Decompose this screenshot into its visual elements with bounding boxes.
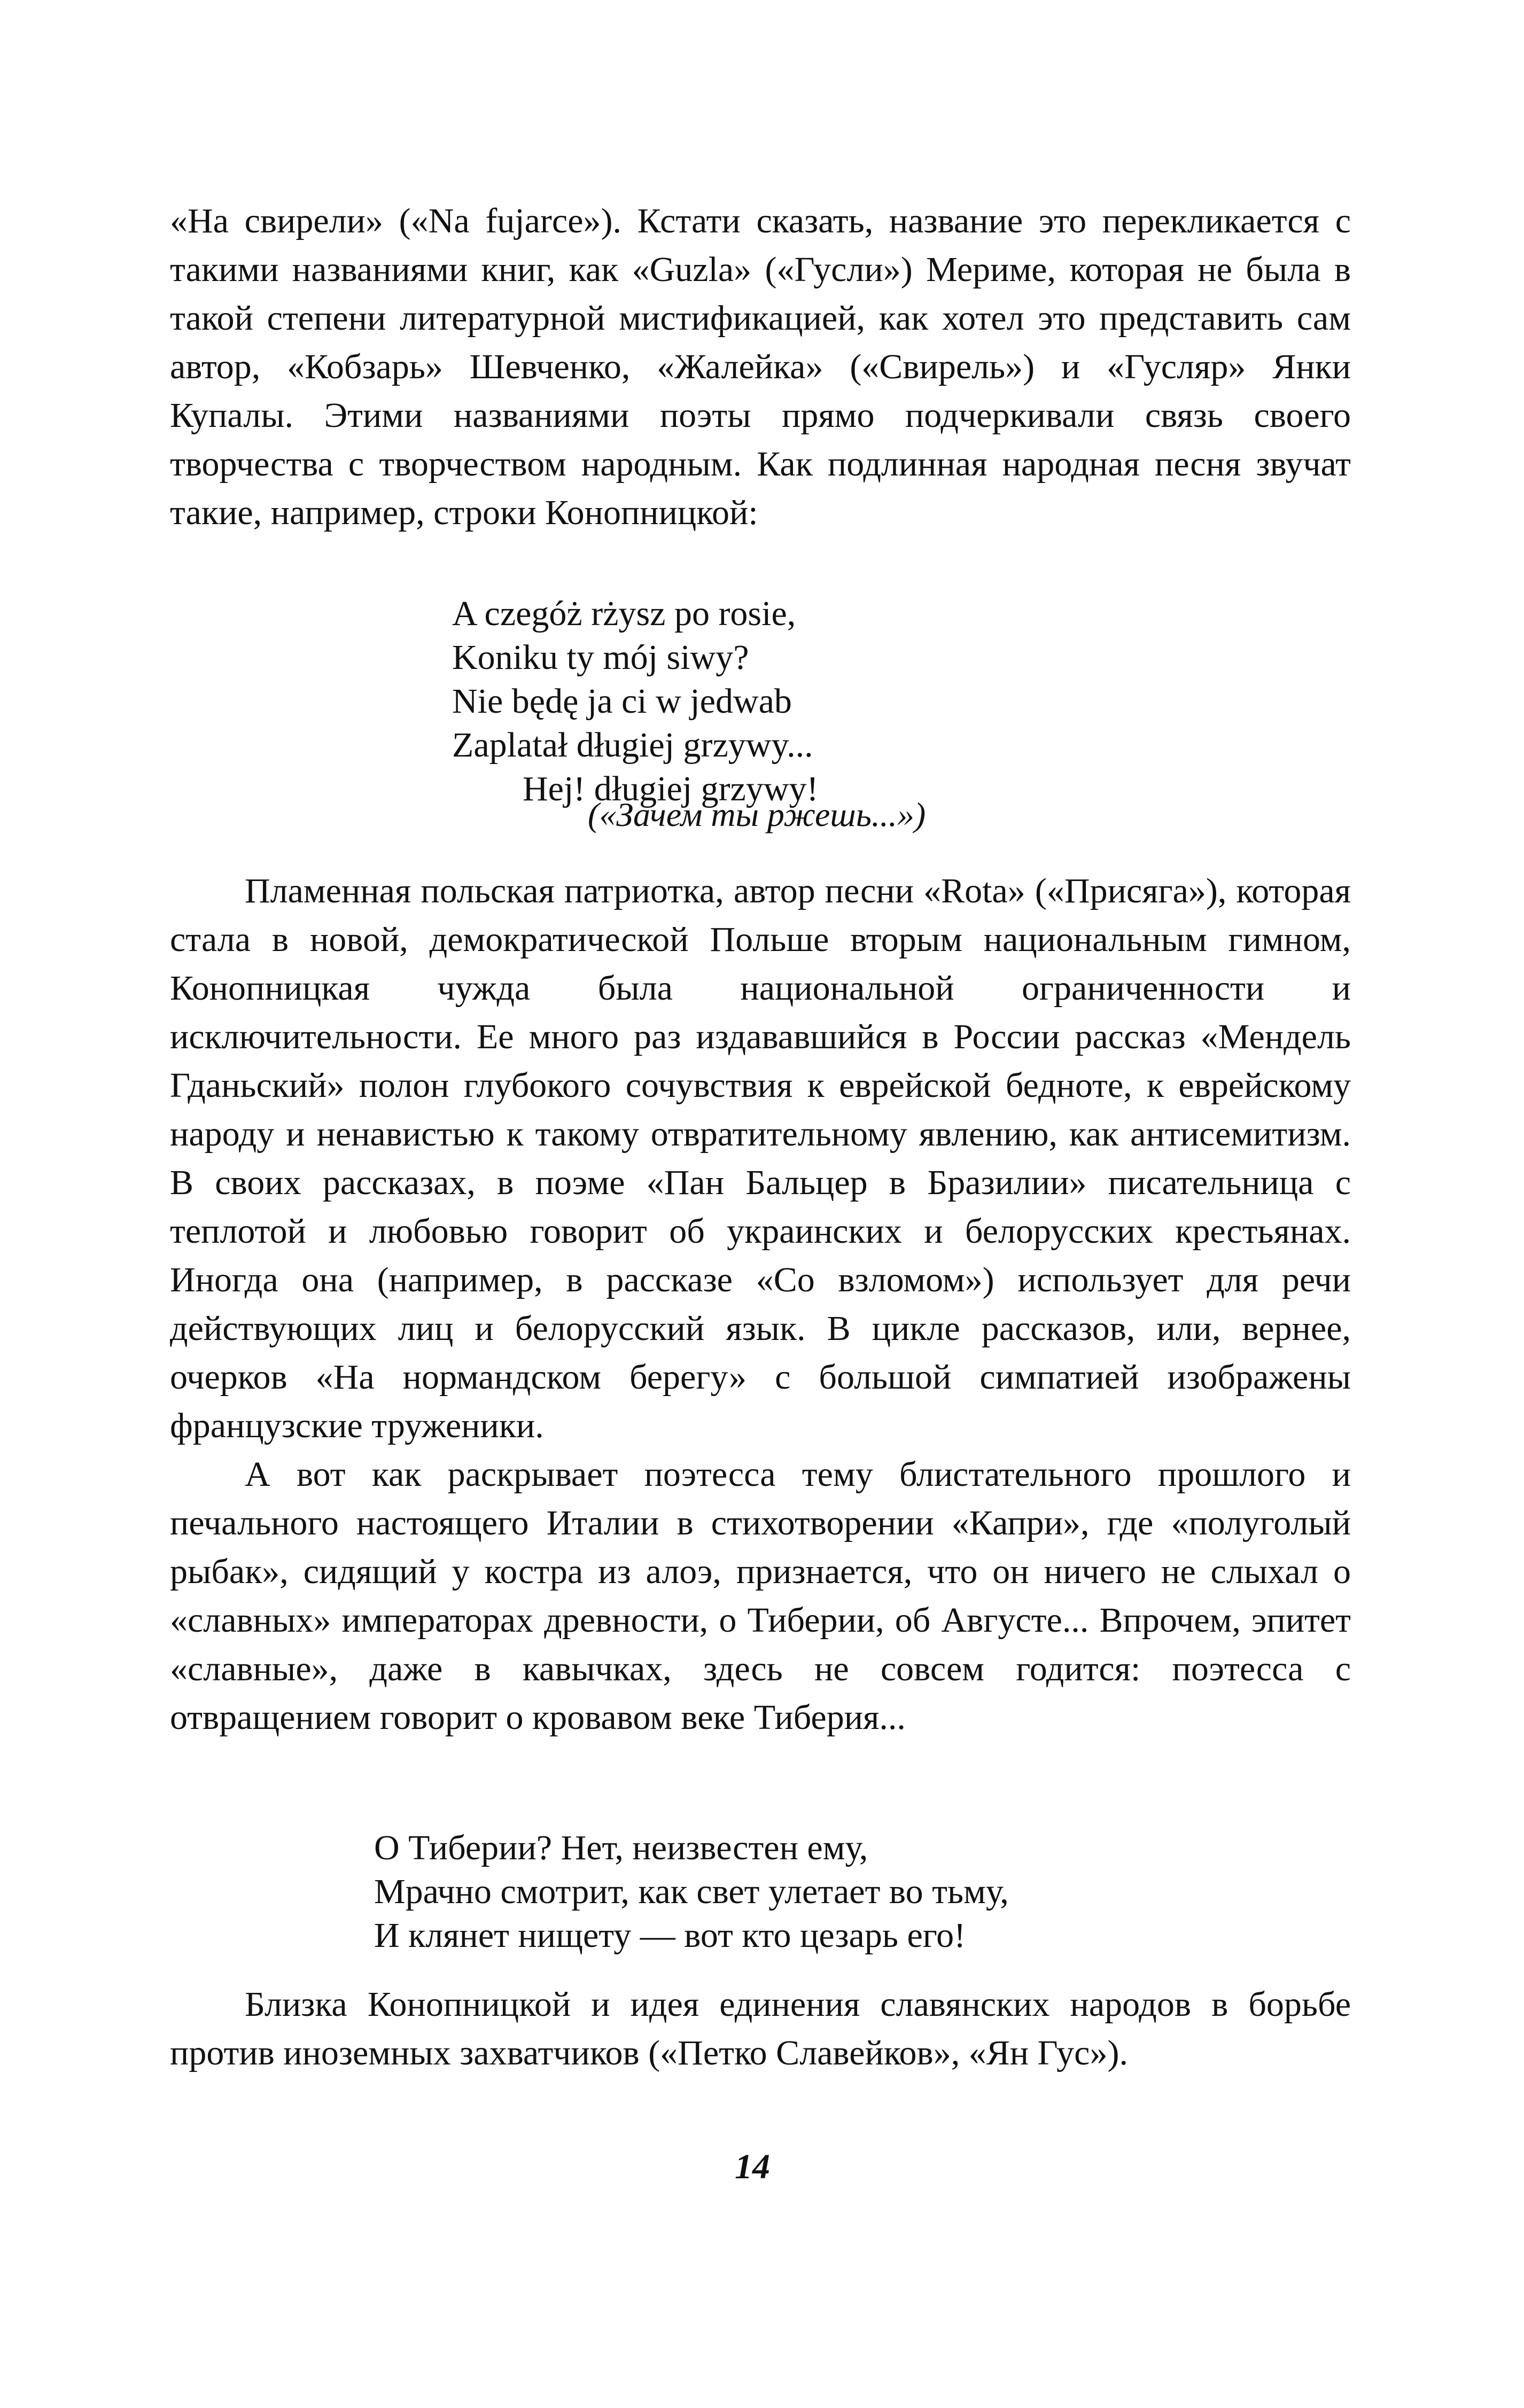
verse-line: И клянет нищету — вот кто цезарь его!	[374, 1916, 966, 1955]
verse-line: Мрачно смотрит, как свет улетает во тьму,	[374, 1872, 1009, 1911]
middle-paragraphs-block	[170, 867, 1351, 1742]
paragraph-capri: А вот как раскрывает поэтесса тему блистательного прошлого и печального настоящего Италии в стихотворении «Капри», где «полуголый рыбак», сидящий у костра из алоэ, признается, что он ничего не слыхал о «славных» императорах древности, о Тиберии, об Августе... Впрочем, эпитет «славные», даже в кавычках, здесь не совсем годится: поэтесса с отвращением говорит о кровавом веке Тиберия...	[170, 1455, 1351, 1737]
verse-line: Koniku ty mój siwy?	[452, 638, 749, 677]
verse-line: Zaplatał długiej grzywy...	[452, 726, 813, 765]
polish-verse	[452, 592, 819, 811]
verse-caption: («Зачем ты ржешь...»)	[588, 796, 926, 833]
paragraph-rota: Пламенная польская патриотка, автор песни «Rota» («Присяга»), которая стала в новой, демократической Польше вторым национальным гимном, Конопницкая чужда была национальной ограниченности и исключительности. Ее много раз издававшийся в России рассказ «Мендель Гданьский» полон глубокого сочувствия к еврейской бедноте, к еврейскому народу и ненавистью к такому отвратительному явлению, как антисемитизм. В своих рассказах, в поэме «Пан Бальцер в Бразилии» писательница с теплотой и любовью говорит об украинских и белорусских крестьянах. Иногда она (например, в рассказе «Со взломом») использует для речи действующих лиц и белорусский язык. В цикле рассказов, или, вернее, очерков «На нормандском берегу» с большой симпатией изображены французские труженики.	[170, 871, 1351, 1445]
opening-paragraph-block	[170, 197, 1351, 537]
tiberius-verse	[374, 1826, 1009, 1958]
verse-line: Hej! długiej grzywy!	[523, 769, 819, 808]
verse-line: A czegóż rżysz po rosie,	[452, 594, 796, 633]
closing-paragraph-block	[170, 1980, 1351, 2077]
paragraph-slavic-unity: Близка Конопницкой и идея единения славянских народов в борьбе против иноземных захватчиков («Петко Славейков», «Ян Гус»).	[170, 1985, 1351, 2072]
paragraph-na-fujarce: «На свирели» («Na fujarce»). Кстати сказать, название это перекликается с такими названиями книг, как «Guzla» («Гусли») Мериме, которая не была в такой степени литературной мистификацией, как хотел это представить сам автор, «Кобзарь» Шевченко, «Жалейка» («Свирель») и «Гусляр» Янки Купалы. Этими названиями поэты прямо подчеркивали связь своего творчества с творчеством народным. Как подлинная народная песня звучат такие, например, строки Конопницкой:	[170, 201, 1351, 532]
verse-line: Nie będę ja ci w jedwab	[452, 682, 792, 721]
verse-line: О Тиберии? Нет, неизвестен ему,	[374, 1828, 868, 1867]
page-number: 14	[735, 2147, 770, 2186]
